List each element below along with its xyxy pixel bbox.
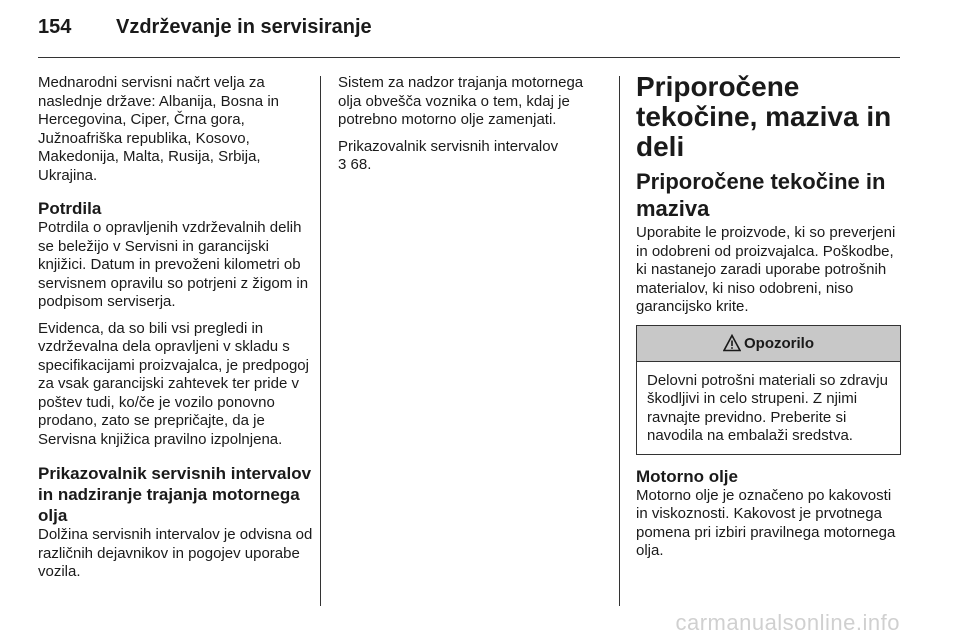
warning-box xyxy=(636,325,901,455)
oil-monitor-paragraph: Sistem za nadzor trajanja motornega olja obvešča voznika o tem, kdaj je potrebno motorno olje zamenjati. xyxy=(338,74,584,128)
prikazovalnik-heading: Prikazovalnik servisnih intervalov in nadziranje trajanja motornega olja xyxy=(38,464,312,525)
engine-oil-paragraph: Motorno olje je označeno po kakovosti in viskoznosti. Kakovost je prvotnega pomena pri izbiri pravilnega motornega olja. xyxy=(636,486,896,559)
column-2 xyxy=(338,74,608,183)
column-divider-2 xyxy=(619,76,620,606)
column-divider-1 xyxy=(320,76,321,606)
warning-body: Delovni potrošni materiali so zdravju škodljivi in celo strupeni. Z njimi ravnajte previdno. Preberite si navodila na embalaži sredstva. xyxy=(647,371,888,444)
prikazovalnik-paragraph: Dolžina servisnih intervalov je odvisna od različnih dejavnikov in pogojev uporabe vozila. xyxy=(38,526,313,580)
cross-reference-label: Prikazovalnik servisnih intervalov xyxy=(338,137,559,155)
potrdila-heading: Potrdila xyxy=(38,199,102,218)
intro-paragraph: Mednarodni servisni načrt velja za naslednje države: Albanija, Bosna in Hercegovina, Ciper, Črna gora, Južnoafriška republika, Kosovo, Makedonija, Malta, Rusija, Srbija, Ukrajina. xyxy=(38,74,279,184)
chapter-title: Vzdrževanje in servisiranje xyxy=(116,16,372,38)
warning-triangle-icon xyxy=(723,334,741,352)
main-heading: Priporočene tekočine, maziva in deli xyxy=(636,71,892,162)
column-3 xyxy=(636,71,901,569)
page-ref-number: 68. xyxy=(350,156,372,173)
potrdila-paragraph-1: Potrdila o opravljenih vzdrževalnih delih se beležijo v Servisni in garancijski knjižici. Datum in prevoženi kilometri ob servisnem opravilu so potrjeni z žigom in podpisom serviserja. xyxy=(38,219,309,310)
cross-reference xyxy=(338,138,608,175)
warning-header xyxy=(637,326,900,362)
page-header xyxy=(38,16,372,50)
column-1 xyxy=(38,74,313,590)
page-number: 154 xyxy=(38,16,72,38)
sub-heading: Priporočene tekočine in maziva xyxy=(636,169,886,221)
warning-title: Opozorilo xyxy=(744,334,814,352)
header-divider xyxy=(38,57,900,58)
page-ref-arrow: 3 xyxy=(338,156,347,173)
engine-oil-heading: Motorno olje xyxy=(636,466,738,486)
fluids-paragraph: Uporabite le proizvode, ki so preverjeni in odobreni od proizvajalca. Poškodbe, ki nastanejo zaradi uporabe potrošnih materialov, ki niso odobreni, niso garancijsko krite. xyxy=(636,224,896,315)
site-watermark: carmanualsonline.info xyxy=(675,610,900,635)
potrdila-paragraph-2: Evidenca, da so bili vsi pregledi in vzdrževalna dela opravljeni v skladu s specifikacijami proizvajalca, je predpogoj za vsak garancijski zahtevek ter pride v poštev tudi, ko/če je vozilo ponovno prodano, zato se prepričajte, da je Servisna knjižica pravilno izpolnjena. xyxy=(38,319,309,448)
